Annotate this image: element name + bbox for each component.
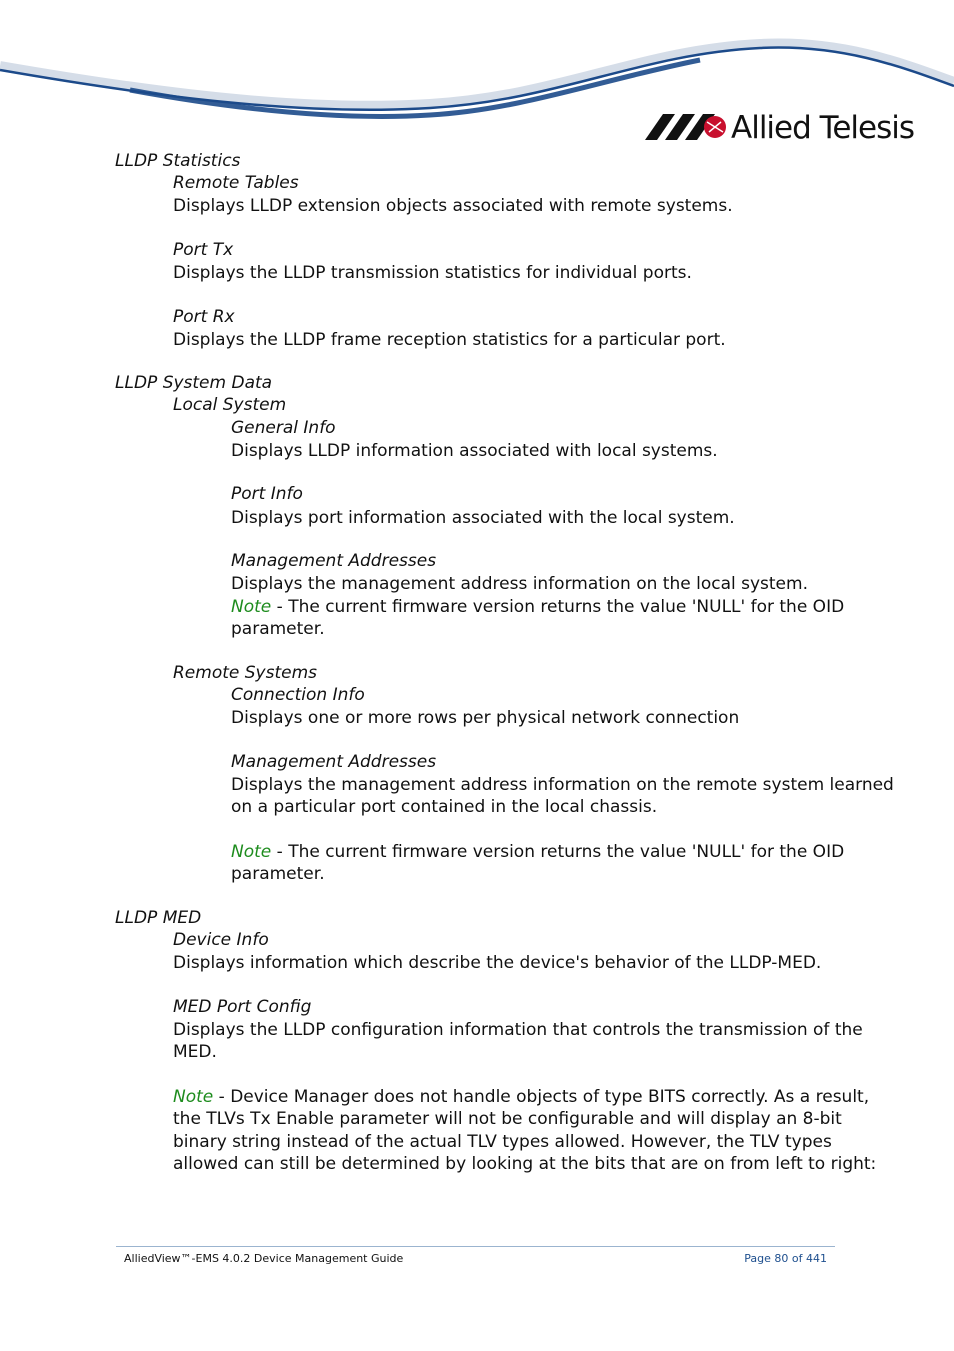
note-med-line3: binary string instead of the actual TLV types allowed. However, the TLV types (173, 1132, 832, 1152)
desc-remote-tables: Displays LLDP extension objects associated with remote systems. (173, 196, 733, 216)
logo-text: Allied Telesis (731, 110, 914, 146)
desc-general-info: Displays LLDP information associated with local systems. (231, 441, 718, 461)
subheading-general-info: General Info (231, 418, 336, 438)
subheading-device-info: Device Info (173, 930, 269, 950)
subheading-local-system: Local System (173, 395, 287, 415)
note-remote-mgmt-line2: parameter. (231, 864, 325, 884)
desc-port-tx: Displays the LLDP transmission statistics for individual ports. (173, 263, 692, 283)
subheading-local-mgmt-addresses: Management Addresses (231, 551, 437, 571)
note-text: - The current firmware version returns the value 'NULL' for the OID (271, 842, 845, 862)
note-local-mgmt-line2: parameter. (231, 619, 325, 639)
note-remote-mgmt (231, 841, 844, 863)
footer-guide-title: AlliedView™-EMS 4.0.2 Device Management Guide (124, 1252, 404, 1265)
subheading-remote-systems: Remote Systems (173, 663, 318, 683)
heading-lldp-statistics: LLDP Statistics (115, 151, 241, 171)
note-med-line2: the TLVs Tx Enable parameter will not be configurable and will display an 8-bit (173, 1109, 842, 1129)
subheading-med-port-config: MED Port Config (173, 997, 312, 1017)
desc-local-mgmt-addresses: Displays the management address information on the local system. (231, 574, 808, 594)
desc-connection-info: Displays one or more rows per physical network connection (231, 708, 740, 728)
note-med (173, 1086, 869, 1108)
note-med-line4: allowed can still be determined by looking at the bits that are on from left to right: (173, 1154, 877, 1174)
logo-mark-icon (645, 114, 727, 140)
footer-divider (116, 1246, 835, 1247)
note-label: Note (173, 1087, 214, 1107)
note-text: - Device Manager does not handle objects of type BITS correctly. As a result, (213, 1087, 870, 1107)
heading-lldp-med: LLDP MED (115, 908, 202, 928)
subheading-remote-mgmt-addresses: Management Addresses (231, 752, 437, 772)
desc-remote-mgmt-line2: on a particular port contained in the local chassis. (231, 797, 658, 817)
desc-remote-mgmt-line1: Displays the management address information on the remote system learned (231, 775, 894, 795)
note-label: Note (231, 842, 272, 862)
desc-med-port-config-line1: Displays the LLDP configuration information that controls the transmission of the (173, 1020, 863, 1040)
desc-device-info: Displays information which describe the device's behavior of the LLDP-MED. (173, 953, 822, 973)
subheading-port-rx: Port Rx (173, 307, 235, 327)
allied-telesis-logo (645, 108, 914, 148)
note-text: - The current firmware version returns the value 'NULL' for the OID (271, 597, 845, 617)
desc-port-info: Displays port information associated with the local system. (231, 508, 735, 528)
subheading-connection-info: Connection Info (231, 685, 365, 705)
footer-page-number: Page 80 of 441 (744, 1252, 827, 1265)
note-label: Note (231, 597, 272, 617)
subheading-port-tx: Port Tx (173, 240, 234, 260)
heading-lldp-system-data: LLDP System Data (115, 373, 273, 393)
subheading-port-info: Port Info (231, 484, 303, 504)
desc-port-rx: Displays the LLDP frame reception statistics for a particular port. (173, 330, 726, 350)
subheading-remote-tables: Remote Tables (173, 173, 299, 193)
note-local-mgmt (231, 596, 844, 618)
desc-med-port-config-line2: MED. (173, 1042, 217, 1062)
